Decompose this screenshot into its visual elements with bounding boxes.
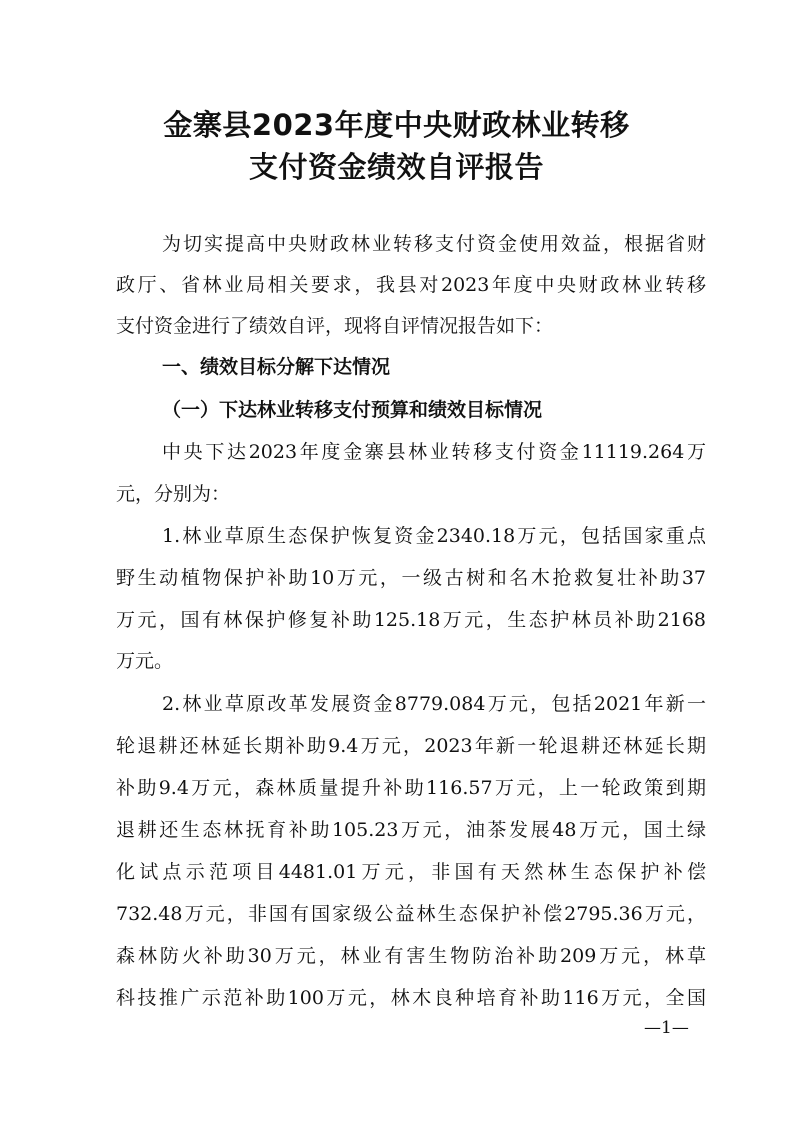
paragraph-line: 政厅、省林业局相关要求，我县对2023年度中央财政林业转移 [116,274,706,296]
subsection-heading: （一）下达林业转移支付预算和绩效目标情况 [162,399,543,421]
document-title-line-2: 支付资金绩效自评报告 [248,150,544,184]
paragraph-line: 森林防火补助30万元，林业有害生物防治补助209万元，林草 [116,945,706,967]
paragraph-line: 补助9.4万元，森林质量提升补助116.57万元，上一轮政策到期 [116,777,706,799]
paragraph-line: 1.林业草原生态保护恢复资金2340.18万元，包括国家重点 [162,525,706,547]
section-heading: 一、绩效目标分解下达情况 [162,356,391,378]
paragraph-line: 化试点示范项目4481.01万元，非国有天然林生态保护补偿 [116,861,706,883]
paragraph-line: 支付资金进行了绩效自评，现将自评情况报告如下： [116,315,554,337]
paragraph-line: 轮退耕还林延长期补助9.4万元，2023年新一轮退耕还林延长期 [116,735,706,757]
paragraph-line: 为切实提高中央财政林业转移支付资金使用效益，根据省财 [162,233,706,255]
page-number: —1— [644,1018,689,1038]
paragraph-line: 元，分别为： [116,483,231,505]
paragraph-line: 2.林业草原改革发展资金8779.084万元，包括2021年新一 [162,693,706,715]
paragraph-line: 中央下达2023年度金寨县林业转移支付资金11119.264万 [162,441,706,463]
paragraph-line: 退耕还生态林抚育补助105.23万元，油茶发展48万元，国土绿 [116,819,706,841]
paragraph-line: 732.48万元，非国有国家级公益林生态保护补偿2795.36万元， [116,903,706,925]
paragraph-line: 野生动植物保护补助10万元，一级古树和名木抢救复壮补助37 [116,567,706,589]
paragraph-line: 科技推广示范补助100万元，林木良种培育补助116万元，全国 [116,987,706,1009]
paragraph-line: 万元，国有林保护修复补助125.18万元，生态护林员补助2168 [116,609,706,631]
paragraph-line: 万元。 [116,650,174,672]
document-title-line-1: 金寨县2023年度中央财政林业转移 [163,108,630,142]
